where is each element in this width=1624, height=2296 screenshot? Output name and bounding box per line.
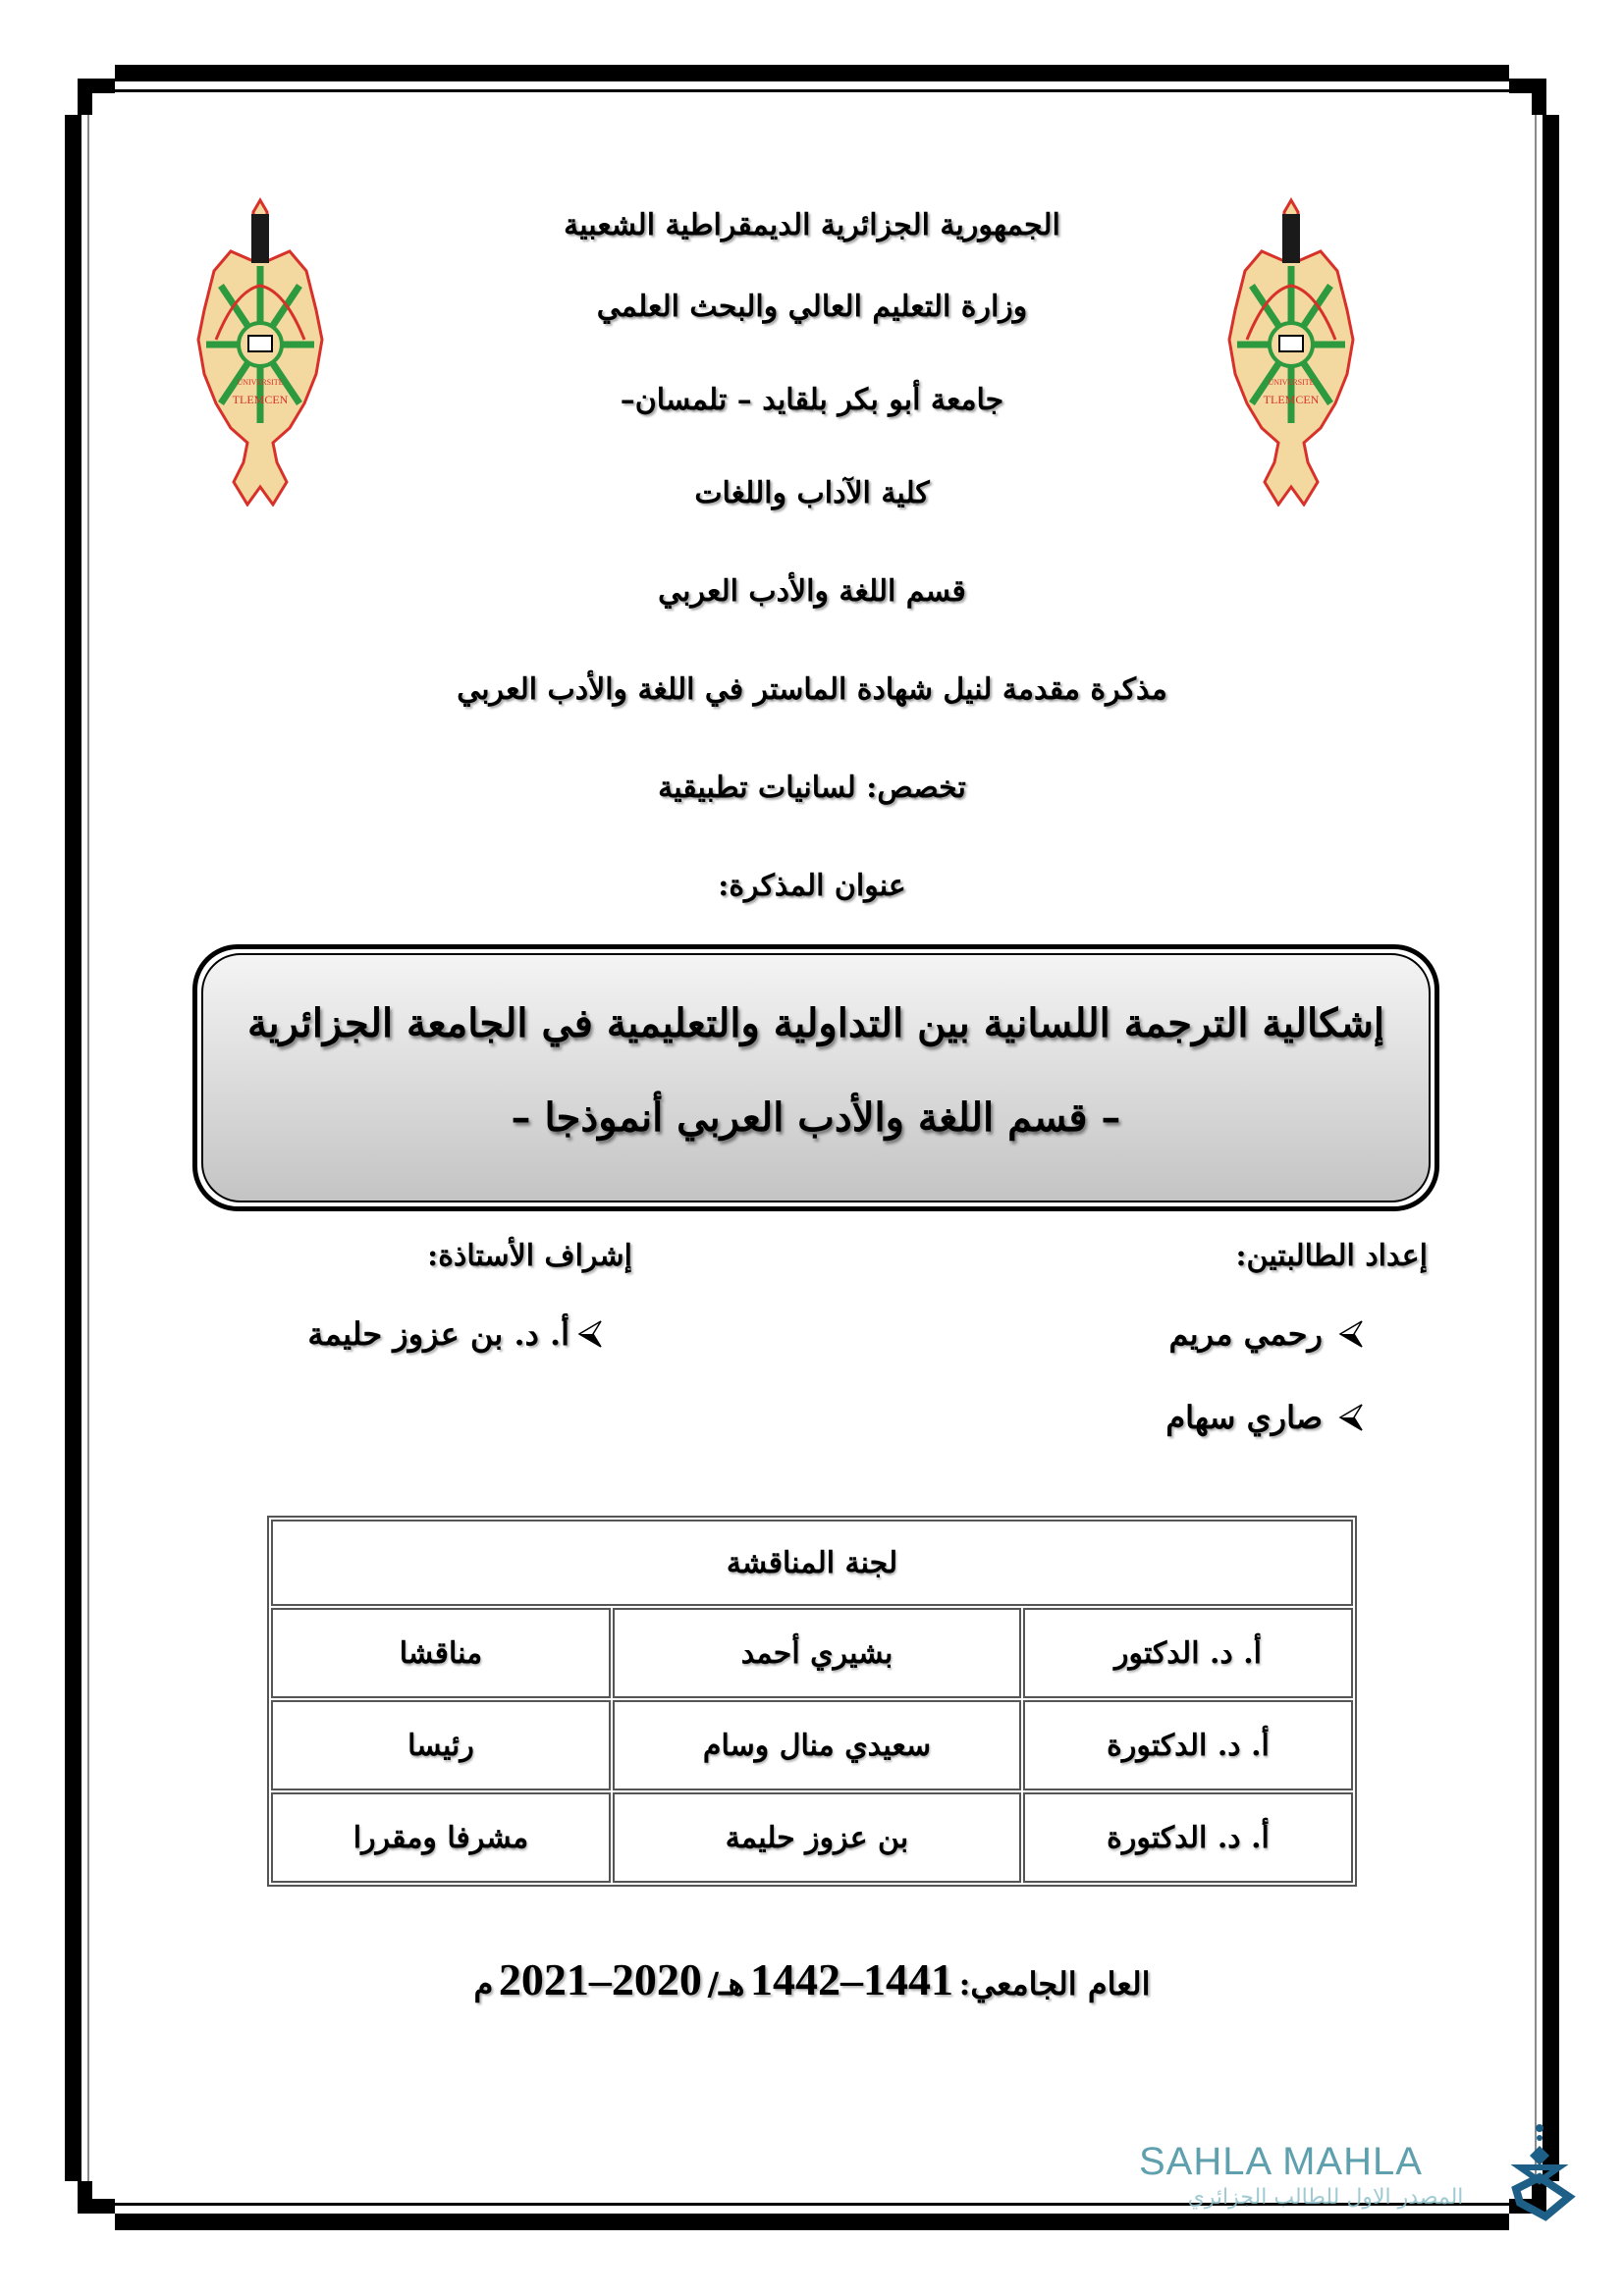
department-heading: قسم اللغة والأدب العربي xyxy=(658,574,966,609)
jury-table xyxy=(267,1516,1357,1887)
corner-tl-v xyxy=(78,79,92,115)
arrowhead-bullet-icon xyxy=(577,1319,603,1349)
border-top-band xyxy=(115,65,1509,81)
border-top-line xyxy=(115,89,1509,92)
thesis-title-inner xyxy=(201,953,1431,1202)
student-name: رحمي مريم xyxy=(1168,1315,1323,1353)
jury-name: بن عزوز حليمة xyxy=(613,1792,1021,1883)
corner-tr-v xyxy=(1532,79,1546,115)
corner-bl-v xyxy=(78,2181,92,2214)
table-row xyxy=(271,1792,1353,1883)
jury-name: بشيري أحمد xyxy=(613,1608,1021,1698)
svg-text:UNIVERSITE: UNIVERSITE xyxy=(1268,378,1315,387)
hijri-years: 1441–1442 xyxy=(750,1954,953,2004)
jury-name: سعيدي منال وسام xyxy=(613,1700,1021,1790)
faculty-heading: كلية الآداب واللغات xyxy=(694,476,930,510)
svg-text:UNIVERSITE: UNIVERSITE xyxy=(237,378,284,387)
jury-role: رئيسا xyxy=(271,1700,611,1790)
jury-rank: أ. د. الدكتورة xyxy=(1023,1700,1353,1790)
border-right-band xyxy=(1543,115,1559,2181)
hijri-suffix: هـ/ xyxy=(707,1965,745,2002)
student-item-1 xyxy=(1168,1315,1364,1353)
ministry-heading: وزارة التعليم العالي والبحث العلمي xyxy=(596,290,1028,324)
supervisor-label: إشراف الأستاذة: xyxy=(427,1239,632,1273)
supervisor-name: أ. د. بن عزوز حليمة xyxy=(307,1315,569,1353)
jury-title: لجنة المناقشة xyxy=(271,1520,1353,1606)
border-left-band xyxy=(65,115,81,2181)
specialty-heading: تخصص: لسانيات تطبيقية xyxy=(658,771,966,805)
thesis-title-box xyxy=(192,944,1439,1211)
jury-rank: أ. د. الدكتورة xyxy=(1023,1792,1353,1883)
republic-heading: الجمهورية الجزائرية الديمقراطية الشعبية xyxy=(564,208,1060,242)
watermark-brand: SAHLA MAHLA xyxy=(1139,2140,1423,2183)
student-item-2 xyxy=(1165,1399,1364,1436)
jury-header-row xyxy=(271,1520,1353,1606)
gregorian-suffix: م xyxy=(473,1965,494,2002)
academic-year xyxy=(0,1953,1624,2005)
jury-role: مشرفا ومقررا xyxy=(271,1792,611,1883)
svg-text:TLEMCEN: TLEMCEN xyxy=(1263,393,1320,406)
title-label: عنوان المذكرة: xyxy=(718,869,906,903)
sahla-mahla-logo-icon xyxy=(1510,2120,1579,2223)
jury-role: مناقشا xyxy=(271,1608,611,1698)
svg-text:TLEMCEN: TLEMCEN xyxy=(232,393,289,406)
thesis-title-line-2: – قسم اللغة والأدب العربي أنموذجا – xyxy=(511,1095,1121,1141)
border-right-line xyxy=(1535,115,1537,2181)
border-left-line xyxy=(87,115,89,2181)
supervisor-item xyxy=(307,1315,603,1353)
table-row xyxy=(271,1608,1353,1698)
degree-heading: مذكرة مقدمة لنيل شهادة الماستر في اللغة والأدب العربي xyxy=(457,672,1167,707)
watermark-tagline: المصدر الاول للطالب الجزائري xyxy=(1187,2185,1464,2210)
academic-year-label: العام الجامعي: xyxy=(958,1965,1151,2002)
sahla-mahla-watermark xyxy=(1139,2140,1551,2218)
arrowhead-bullet-icon xyxy=(1338,1403,1364,1432)
gregorian-years: 2020–2021 xyxy=(498,1954,702,2004)
table-row xyxy=(271,1700,1353,1790)
arrowhead-bullet-icon xyxy=(1338,1319,1364,1349)
student-name: صاري سهام xyxy=(1165,1399,1323,1436)
thesis-title-line-1: إشكالية الترجمة اللسانية بين التداولية والتعليمية في الجامعة الجزائرية xyxy=(247,1000,1384,1046)
university-heading: جامعة أبو بكر بلقايد – تلمسان– xyxy=(620,383,1004,417)
students-label: إعداد الطالبتين: xyxy=(1235,1239,1428,1273)
jury-rank: أ. د. الدكتور xyxy=(1023,1608,1353,1698)
